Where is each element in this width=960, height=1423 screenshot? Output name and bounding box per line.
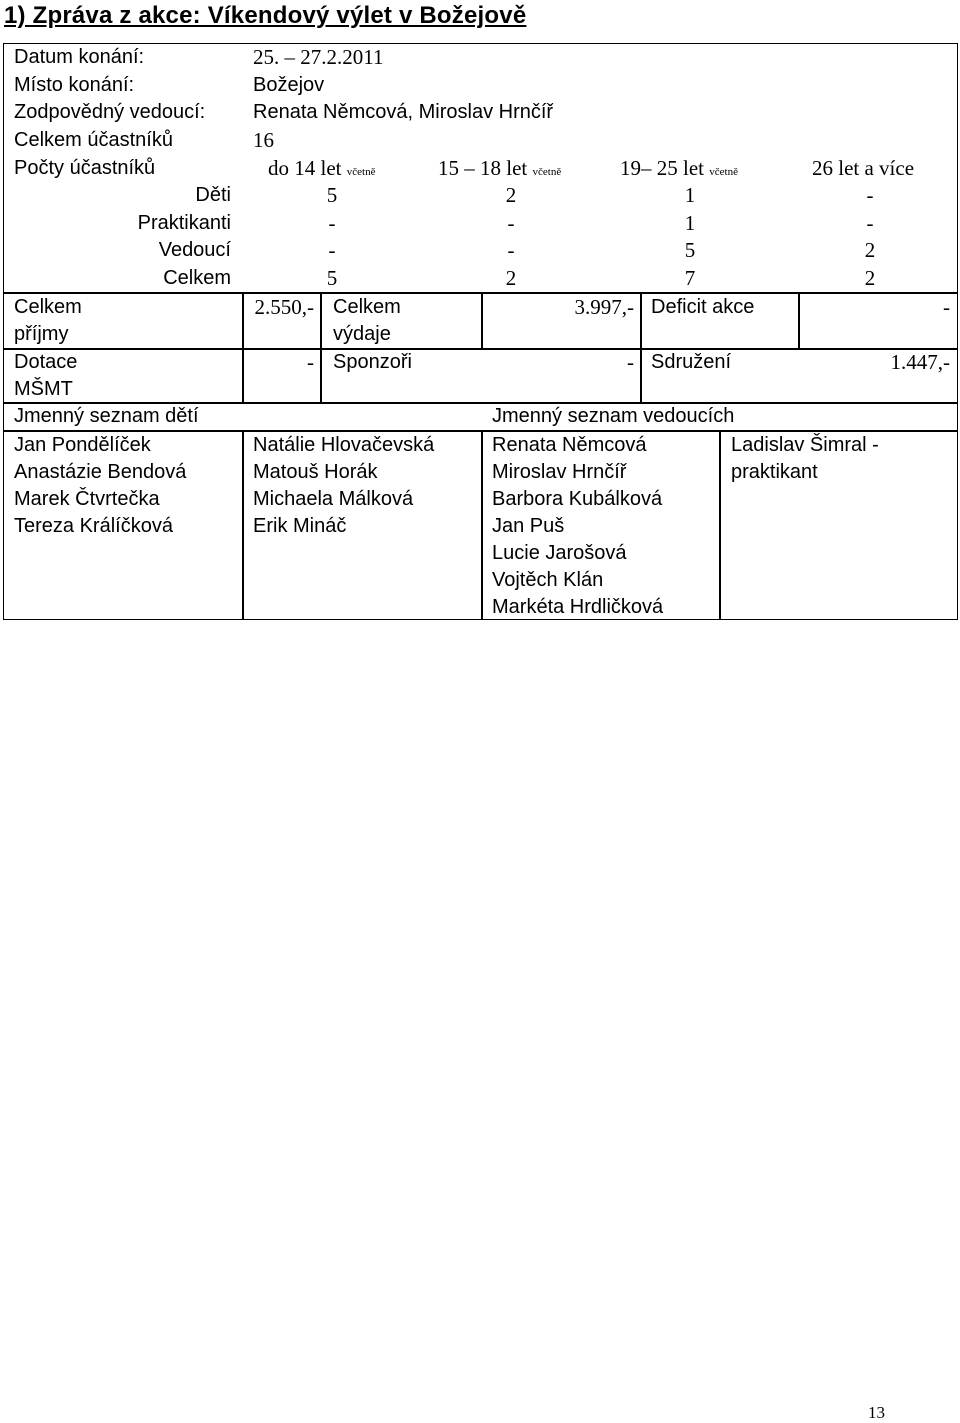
leader-name: Lucie Jarošová [492, 542, 627, 564]
leader-label: Zodpovědný vedoucí: [14, 101, 206, 123]
counts-col-incl: včetně [709, 166, 738, 178]
child-name: Jan Pondělíček [14, 434, 151, 456]
leader-name: Markéta Hrdličková [492, 596, 664, 618]
counts-cell: - [866, 183, 874, 207]
child-name: Michaela Málková [253, 488, 414, 510]
income-label: Celkem příjmy [14, 296, 82, 345]
grant-value: - [307, 350, 314, 374]
trainee-name: Ladislav Šimral - [731, 434, 879, 456]
counts-cell: 2 [864, 238, 876, 262]
child-name: Matouš Horák [253, 461, 378, 483]
leader-name: Renata Němcová [492, 434, 647, 456]
leader-name: Vojtěch Klán [492, 569, 604, 591]
grant-label: Dotace MŠMT [14, 351, 78, 400]
leader-name: Miroslav Hrnčíř [492, 461, 627, 483]
counts-cell: 1 [684, 211, 696, 235]
deficit-label: Deficit akce [651, 296, 755, 318]
leaders-list-heading: Jmenný seznam vedoucích [492, 405, 735, 427]
expense-label: Celkem výdaje [333, 296, 401, 345]
counts-col-text: 15 – 18 let [438, 156, 528, 180]
total-participants-label: Celkem účastníků [14, 129, 173, 151]
counts-cell: 7 [684, 266, 696, 290]
child-name: Tereza Králíčková [14, 515, 173, 537]
trainee-role: praktikant [731, 461, 818, 483]
place-value: Božejov [253, 74, 325, 96]
expense-value: 3.997,- [574, 295, 634, 319]
counts-cell: 5 [326, 183, 338, 207]
income-value: 2.550,- [254, 295, 314, 319]
counts-cell: - [328, 211, 336, 235]
date-value: 25. – 27.2.2011 [253, 45, 384, 69]
counts-cell: 1 [684, 183, 696, 207]
counts-cell: 5 [326, 266, 338, 290]
sponsor-value: - [627, 350, 634, 374]
counts-cell: - [328, 238, 336, 262]
leader-name: Jan Puš [492, 515, 565, 537]
counts-row-label: Vedoucí [158, 239, 231, 261]
counts-cell: 2 [864, 266, 876, 290]
counts-col-text: do 14 let [268, 156, 342, 180]
lists-divider-line [481, 430, 483, 620]
counts-col-incl: včetně [346, 166, 376, 178]
counts-col-header: 26 let a více [812, 156, 915, 180]
child-name: Marek Čtvrtečka [14, 488, 160, 510]
counts-col-text: 19– 25 let [620, 156, 704, 180]
date-label: Datum konání: [14, 46, 145, 68]
finance-col-line-3 [481, 292, 483, 348]
counts-cell: 2 [505, 266, 517, 290]
counts-col-incl: včetně [532, 166, 562, 178]
counts-cell: - [507, 238, 515, 262]
counts-cell: 5 [684, 238, 696, 262]
leader-name: Barbora Kubálková [492, 488, 663, 510]
counts-row-label: Celkem [163, 267, 231, 289]
page-number: 13 [868, 1403, 885, 1422]
total-participants-value: 16 [253, 128, 274, 152]
leaders-col-line [719, 430, 721, 620]
report-title: 1) Zpráva z akce: Víkendový výlet v Božejově [4, 2, 527, 29]
counts-cell: - [866, 211, 874, 235]
children-col-line [242, 430, 244, 620]
deficit-value: - [943, 295, 950, 319]
sponsor-label: Sponzoři [333, 351, 412, 373]
finance-col-line-2 [320, 292, 322, 402]
counts-cell: 2 [505, 183, 517, 207]
child-name: Anastázie Bendová [14, 461, 187, 483]
child-name: Erik Mináč [253, 515, 347, 537]
place-label: Místo konání: [14, 74, 135, 96]
finance-col-line-4 [640, 292, 642, 402]
children-list-heading: Jmenný seznam dětí [14, 405, 199, 427]
counts-row-label: Praktikanti [137, 212, 231, 234]
child-name: Natálie Hlovačevská [253, 434, 435, 456]
counts-row-label: Děti [195, 184, 231, 206]
association-label: Sdružení [651, 351, 732, 373]
leader-value: Renata Němcová, Miroslav Hrnčíř [253, 101, 554, 123]
counts-label: Počty účastníků [14, 157, 156, 179]
counts-cell: - [507, 211, 515, 235]
association-value: 1.447,- [890, 350, 950, 374]
